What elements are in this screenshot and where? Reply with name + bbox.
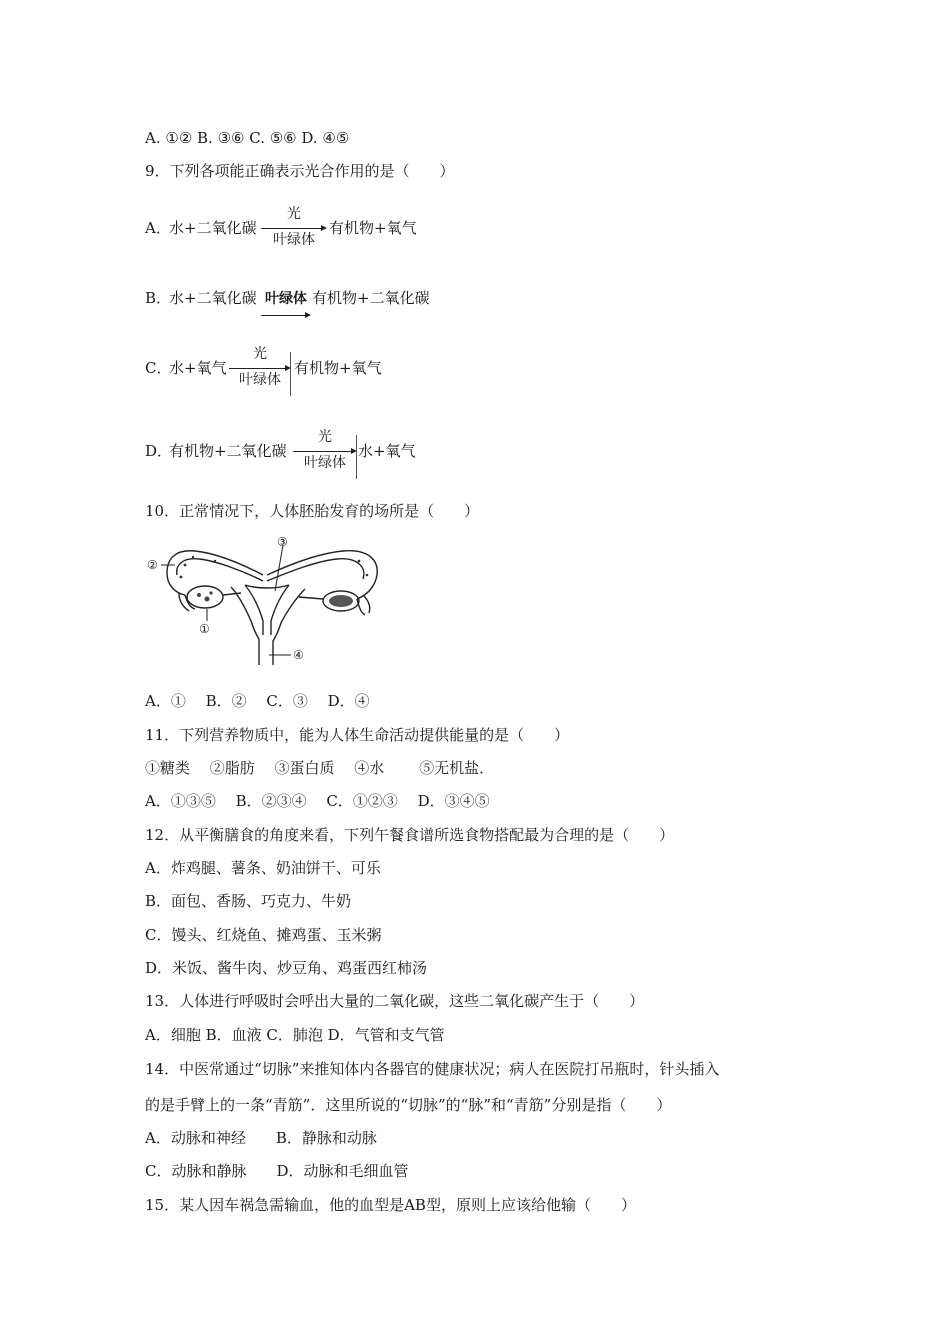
q9-c-label: C． xyxy=(145,359,172,377)
q12-option-a: A．炸鸡腿、薯条、奶油饼干、可乐 xyxy=(145,859,381,877)
q14-options-row1: A．动脉和神经 B．静脉和动脉 xyxy=(145,1129,377,1147)
female-reproductive-system-diagram xyxy=(145,535,390,665)
q9-b-label: B． xyxy=(145,289,172,307)
q10-options: A．① B．② C．③ D．④ xyxy=(145,692,370,710)
q9-d-label: D． xyxy=(145,442,173,460)
q13-stem: 13．人体进行呼吸时会呼出大量的二氧化碳，这些二氧化碳产生于（ ） xyxy=(145,992,645,1010)
q9-a-reaction-arrow xyxy=(261,206,327,252)
q9-d-condition-light: 光 xyxy=(318,429,332,445)
q9-d-reactants: 有机物+二氧化碳 xyxy=(169,442,287,460)
q9-c-products: 有机物+氧气 xyxy=(294,359,382,377)
q9-option-a xyxy=(145,200,545,260)
diagram-marker-3: ③ xyxy=(277,535,288,549)
q9-d-reaction-arrow xyxy=(293,429,357,479)
q9-option-d xyxy=(145,423,545,483)
q12-option-c: C．馒头、红烧鱼、摊鸡蛋、玉米粥 xyxy=(145,926,382,944)
q9-stem: 9．下列各项能正确表示光合作用的是（ ） xyxy=(145,162,455,180)
q9-b-products: 有机物+二氧化碳 xyxy=(312,289,430,307)
q9-a-label: A． xyxy=(145,219,171,237)
q14-stem-line2: 的是手臂上的一条“青筋”．这里所说的“切脉”的“脉”和“青筋”分别是指（ ） xyxy=(145,1096,672,1114)
q9-c-condition-light: 光 xyxy=(253,346,267,362)
q9-d-products: 水+氧气 xyxy=(358,442,416,460)
q9-b-reaction-arrow xyxy=(261,288,311,318)
q15-stem: 15．某人因车祸急需输血，他的血型是AB型，原则上应该给他输（ ） xyxy=(145,1196,636,1214)
q9-a-reactants: 水+二氧化碳 xyxy=(169,219,257,237)
diagram-marker-4: ④ xyxy=(293,648,304,662)
q11-options: A．①③⑤ B．②③④ C．①②③ D．③④⑤ xyxy=(145,792,490,810)
q9-option-b xyxy=(145,270,545,330)
q14-options-row2: C．动脉和静脉 D．动脉和毛细血管 xyxy=(145,1162,409,1180)
q8-options: A. ①② B. ③⑥ C. ⑤⑥ D. ④⑤ xyxy=(145,129,350,147)
q14-stem-line1: 14．中医常通过“切脉”来推知体内各器官的健康状况；病人在医院打吊瓶时，针头插入 xyxy=(145,1060,720,1078)
q9-a-products: 有机物+氧气 xyxy=(329,219,417,237)
q12-option-b: B．面包、香肠、巧克力、牛奶 xyxy=(145,892,352,910)
q11-items: ①糖类 ②脂肪 ③蛋白质 ④水 ⑤无机盐． xyxy=(145,759,495,777)
q9-option-c xyxy=(145,340,545,400)
q9-c-reaction-arrow xyxy=(229,346,291,396)
q9-c-condition-chloroplast: 叶绿体 xyxy=(239,372,281,388)
q11-stem: 11．下列营养物质中，能为人体生命活动提供能量的是（ ） xyxy=(145,726,570,744)
q13-options: A．细胞 B．血液 C．肺泡 D．气管和支气管 xyxy=(145,1026,445,1044)
q9-c-reactants: 水+氧气 xyxy=(169,359,227,377)
q10-stem: 10．正常情况下，人体胚胎发育的场所是（ ） xyxy=(145,502,480,520)
q9-a-condition-light: 光 xyxy=(287,206,301,222)
q9-b-condition-chloroplast: 叶绿体 xyxy=(265,291,307,307)
q9-a-condition-chloroplast: 叶绿体 xyxy=(273,232,315,248)
diagram-marker-1: ① xyxy=(199,622,210,636)
diagram-marker-2: ② xyxy=(147,558,158,572)
q9-d-condition-chloroplast: 叶绿体 xyxy=(304,455,346,471)
q12-option-d: D．米饭、酱牛肉、炒豆角、鸡蛋西红柿汤 xyxy=(145,959,428,977)
q12-stem: 12．从平衡膳食的角度来看，下列午餐食谱所选食物搭配最为合理的是（ ） xyxy=(145,826,675,844)
q9-b-reactants: 水+二氧化碳 xyxy=(169,289,257,307)
